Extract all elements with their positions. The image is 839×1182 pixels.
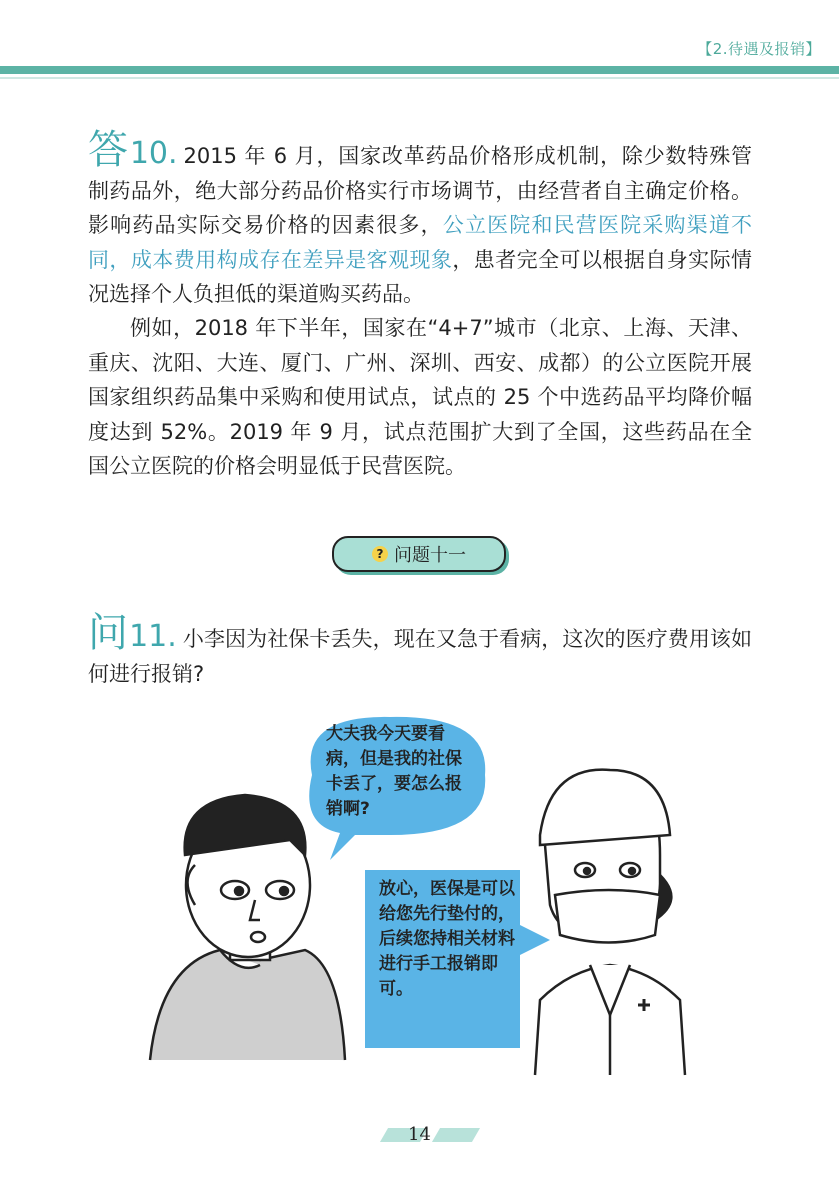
question-label: 问	[88, 610, 130, 656]
lightbulb-question-icon: ?	[372, 546, 388, 562]
header-line	[0, 77, 839, 79]
answer-text-a: 2015 年 6 月，国家改革药品价格形成机制，除少数特殊管制药品外，绝大部分药品价格实行市场调节，由经营者自主确定价格。影响药品实际交易价格的因素很多，	[88, 144, 753, 237]
doctor-bubble-text: 放心，医保是可以给您先行垫付的，后续您持相关材料进行手工报销即可。	[379, 879, 515, 999]
question-number: 11.	[129, 619, 177, 654]
answer-10-paragraph-2: 例如，2018 年下半年，国家在“4+7”城市（北京、上海、天津、重庆、沈阳、大连、厦门、广州、深圳、西安、成都）的公立医院开展国家组织药品集中采购和使用试点，试点的 25 个中选药品平均降价幅度达到 52%。2019 年 9 月，试点范围扩大到了全国，这些药品在全国公立医院的价格会明显低于民营医院。	[88, 316, 752, 478]
patient-bubble-text: 大夫我今天要看病，但是我的社保卡丢了，要怎么报销啊?	[326, 724, 462, 819]
question-text: 小李因为社保卡丢失，现在又急于看病，这次的医疗费用该如何进行报销?	[88, 627, 753, 686]
page-number: 14	[408, 1124, 431, 1145]
answer-label: 答	[88, 127, 130, 173]
question-heading-pill	[332, 536, 506, 572]
answer-highlight: 公立医院和民营医院采购渠道不同，成本费用构成存在差异是客观现象	[88, 213, 753, 272]
patient-figure	[150, 795, 345, 1060]
question-11-paragraph	[88, 610, 753, 691]
doctor-figure	[535, 770, 685, 1075]
answer-10-paragraph	[88, 127, 753, 312]
header-bar	[0, 66, 839, 74]
section-tag: 【2.待遇及报销】	[697, 40, 821, 58]
answer-text-b: ，患者完全可以根据自身实际情况选择个人负担低的渠道购买药品。	[88, 247, 753, 306]
answer-number: 10.	[129, 136, 178, 171]
question-heading-label: 问题十一	[394, 545, 466, 566]
